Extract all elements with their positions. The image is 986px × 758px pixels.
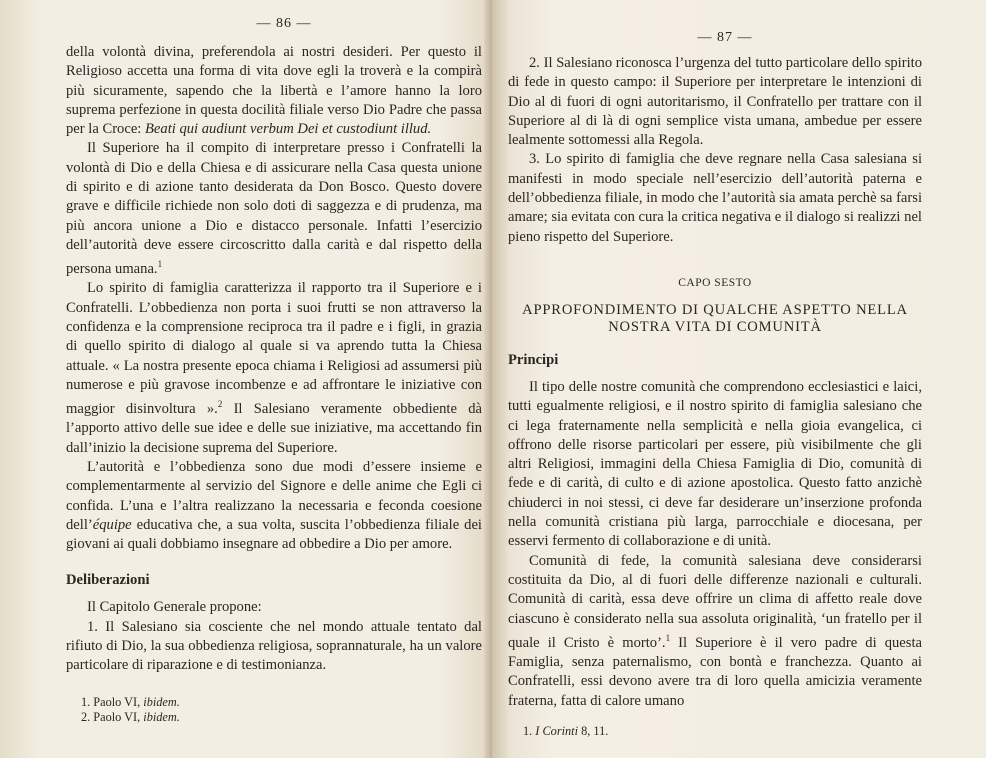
latin-quote: Beati qui audiunt verbum Dei et custodiunt illud.	[145, 121, 432, 138]
footnote: 1. I Corinti 8, 11.	[523, 723, 609, 738]
paragraph: 1. Il Salesiano sia cosciente che nel mondo attuale tentato dal rifiuto di Dio, la sua obbedienza religiosa, soprannaturale, ha un valore particolare di riparazione e di testimonianza.	[66, 618, 482, 674]
paragraph: Lo spirito di famiglia caratterizza il rapporto tra il Superiore e i Confratelli. L’obbedienza non porta i suoi frutti se non attraverso la confidenza e la comprensione reciproca tra il padre e i figli, in grazia di quello spirito di dialogo al quale si va aprendo tutta la Chiesa attuale. « La nostra presente epoca chiama i Religiosi ad assumersi più numerose e più gravose incombenze e ad affrontare le iniziative con maggior disinvoltura ».$^2$ Il Salesiano veramente obbediente dà l’apporto attivo delle sue idee e delle sue iniziative, ma accettando fin dall’inizio la decisione suprema del Superiore.	[66, 280, 482, 456]
page-number: — 87 —	[697, 30, 753, 45]
paragraph: 3. Lo spirito di famiglia che deve regnare nella Casa salesiana si manifesti in modo speciale nell’esercizio dell’autorità paterna e dell’obbedienza filiale, in modo che l’autorità sia amata perchè sa farsi amare; sia evitata con cura la critica negativa e il dialogo si realizzi nel pieno rispetto del Superiore.	[508, 151, 922, 245]
chapter-label: CAPO SESTO	[678, 276, 752, 289]
paragraph: 2. Il Salesiano riconosca l’urgenza del tutto particolare dello spirito di fede in questo campo: il Superiore per interpretare le intenzioni di Dio al di fuori di ogni autoritarismo, il Confratello per trattare con il Superiore al di là di ogni semplice vista umana, ambedue per essere lealmente sottomessi alla Regola.	[508, 55, 922, 149]
footnote-ref: 1	[665, 632, 671, 643]
paragraph: della volontà divina, preferendola ai nostri desideri. Per questo il Religioso accetta una forma di vita dove egli la troverà e la compirà più sicuramente, sapendo che la libertà e l’amore hanno la loro suprema perfezione in questa docilità filiale verso Dio Padre che passa per la Croce: Beati qui audiunt verbum Dei et custodiunt illud.	[66, 44, 482, 138]
footnotes	[508, 724, 922, 740]
page-number: — 86 —	[256, 16, 312, 31]
page-body	[66, 43, 482, 726]
spacer	[66, 554, 482, 571]
section-heading: Deliberazioni	[66, 572, 150, 589]
paragraph: Il Superiore ha il compito di interpretare presso i Confratelli la volontà di Dio e della Chiesa e di assicurare nella Casa questa unione di spirito e di azione tanto desiderata da Don Bosco. Questo dovere grave e difficile richiede non solo doti di saggezza e di prudenza, ma più ancora unione a Dio e distacco personale. Infatti l’esercizio dell’autorità deve essere circoscritto dalla carità e dal rispetto della persona umana.$^1$	[66, 140, 482, 278]
footnote: 1. Paolo VI, ibidem.	[81, 694, 180, 709]
page-body	[508, 54, 922, 739]
paragraph: Il Capitolo Generale propone:	[87, 599, 262, 616]
footnote: 2. Paolo VI, ibidem.	[81, 710, 180, 725]
right-page	[492, 0, 986, 758]
paragraph: L’autorità e l’obbedienza sono due modi d’essere insieme e complementarmente al servizio del Signore e delle anime che Egli ci confida. L’una e l’altra realizzano la necessaria e feconda coesione dell’équipe educativa che, a sua volta, suscita l’obbedienza filiale dei giovani ai quali dobbiamo insegnare ad obbedire a Dio per amore.	[66, 458, 482, 553]
section-heading: Principi	[508, 351, 559, 368]
paragraph: Il tipo delle nostre comunità che comprendono ecclesiastici e laici, tutti egualmente religiosi, e il nostro spirito di famiglia salesiano che ci lega fraternamente nella semplicità e nella gioia evangelica, ci offrono delle risorse particolari per essere, più visibilmente che gli altri Religiosi, immagini della Chiesa Famiglia di Dio, comunità di fede e di carità, di culto e di azione apostolica. Questo fatto anzichè chiuderci in noi stessi, ci deve far desiderare un’inserzione profonda nella comunità cristiana più larga, parrocchiale e diocesana, per esservi fermento di collaborazione e di unità.	[508, 378, 922, 550]
footnote-ref: 2	[217, 399, 223, 410]
left-page	[0, 0, 492, 758]
spacer	[508, 337, 922, 351]
paragraph: Comunità di fede, la comunità salesiana deve considerarsi costituita da Dio, al di fuori delle differenze nazionali e culturali. Comunità di carità, essa deve offrire un clima di affetto reale dove ciascuno è considerato nella sua assoluta originalità, ‘un fratello per il quale il Cristo è morto’.$^1$ Il Superiore è il vero padre di questa Famiglia, senza paternalismo, con bontà e franchezza. Quanto ai Confratelli, essi devono avere tra di loro quella amicizia veramente fraterna, fatta di calore umano	[508, 552, 922, 709]
footnotes	[66, 695, 482, 726]
chapter-title: APPROFONDIMENTO DI QUALCHE ASPETTO NELLA NOSTRA VITA DI COMUNITÀ	[522, 301, 908, 336]
footnote-ref: 1	[157, 259, 163, 270]
